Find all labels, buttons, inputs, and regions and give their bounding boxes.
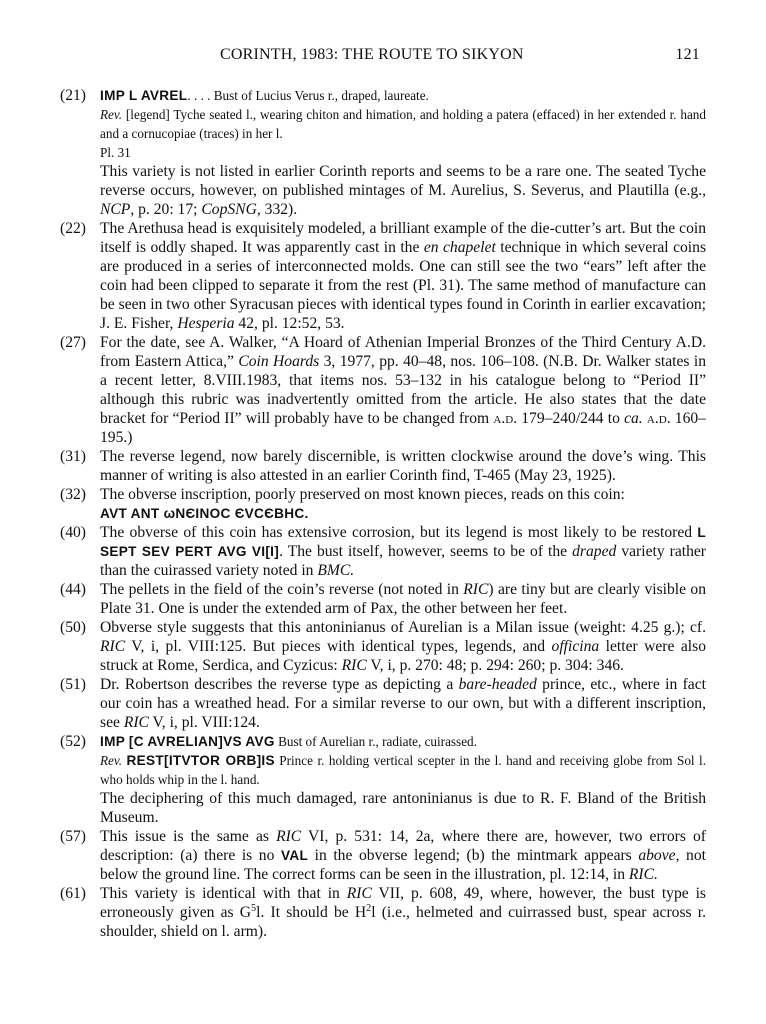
note-body bbox=[100, 219, 706, 333]
text-run: The reverse legend, now barely discernible, is written clockwise around the dove’s wing. This manner of writing is also attested in an earlier Corinth find, T-465 (May 23, 1925). bbox=[100, 448, 706, 484]
note-item bbox=[60, 884, 706, 941]
text-run: The obverse inscription, poorly preserved on most known pieces, reads on this coin: bbox=[100, 486, 625, 503]
note-body bbox=[100, 86, 706, 219]
note-paragraph bbox=[100, 732, 706, 751]
text-run: V, i, pl. VIII:124. bbox=[148, 714, 260, 731]
coin-legend: REST[ITVTOR ORB]IS bbox=[126, 753, 275, 768]
text-run: , not below the ground line. The correct forms can be seen in the illustration, pl. 12:14, in bbox=[100, 847, 706, 883]
text-run: . . . . Bust of Lucius Verus r., draped, laureate. bbox=[187, 88, 429, 103]
note-paragraph bbox=[100, 447, 706, 485]
running-head bbox=[74, 46, 700, 68]
text-run: V, i, pl. VIII:125. But pieces with identical types, legends, and bbox=[125, 638, 552, 655]
text-run: Coin Hoards bbox=[238, 353, 320, 370]
note-item bbox=[60, 219, 706, 333]
text-run: V, i, p. 270: 48; p. 294: 260; p. 304: 346. bbox=[366, 657, 624, 674]
text-run: a.d. bbox=[493, 410, 518, 427]
text-run: prince, etc., where in fact our coin has a wreathed head. For a similar reverse to our own, but with a different inscription, see bbox=[100, 676, 706, 731]
text-run: letter were also struck at Rome, Serdica, and Cyzicus: bbox=[100, 638, 706, 674]
text-run: NCP bbox=[100, 201, 131, 218]
text-run: ) are tiny but are clearly visible on Plate 31. One is under the extended arm of Pax, the other between her feet. bbox=[100, 581, 706, 617]
note-paragraph bbox=[100, 675, 706, 732]
note-number: (27) bbox=[60, 334, 86, 351]
text-run: . The bust itself, however, seems to be of the bbox=[279, 543, 573, 560]
text-run: bare-headed bbox=[458, 676, 537, 693]
text-run: This variety is not listed in earlier Corinth reports and seems to be a rare one. The seated Tyche reverse occurs, however, on published mintages of M. Aurelius, S. Severus, and Plautilla (e.g., bbox=[100, 163, 706, 199]
text-run: RIC bbox=[100, 638, 126, 655]
text-run: a.d. bbox=[646, 410, 671, 427]
note-number: (32) bbox=[60, 486, 86, 503]
text-run: This variety is identical with that in bbox=[100, 885, 347, 902]
text-run: Rev. bbox=[100, 753, 123, 768]
note-paragraph bbox=[100, 219, 706, 333]
note-number: (21) bbox=[60, 87, 86, 104]
note-number: (22) bbox=[60, 220, 86, 237]
text-run: in the obverse legend; (b) the mintmark appears bbox=[308, 847, 639, 864]
note-paragraph bbox=[100, 86, 706, 105]
text-run: BMC. bbox=[317, 562, 355, 579]
text-run: RIC bbox=[123, 714, 149, 731]
note-item bbox=[60, 333, 706, 447]
note-item bbox=[60, 580, 706, 618]
text-run: draped bbox=[572, 543, 617, 560]
note-number: (44) bbox=[60, 581, 86, 598]
text-run: Rev. bbox=[100, 107, 123, 122]
text-run: above bbox=[638, 847, 676, 864]
note-number: (57) bbox=[60, 828, 86, 845]
note-paragraph bbox=[100, 333, 706, 447]
note-body bbox=[100, 523, 706, 580]
text-run: 179–240/244 to bbox=[517, 410, 625, 427]
note-body bbox=[100, 580, 706, 618]
text-run: The pellets in the field of the coin’s reverse (not noted in bbox=[100, 581, 464, 598]
coin-legend: IMP L AVREL bbox=[100, 88, 188, 103]
text-run: RIC bbox=[346, 885, 372, 902]
text-run: This issue is the same as bbox=[100, 828, 277, 845]
coin-legend: VAL bbox=[280, 848, 309, 863]
running-head-title: CORINTH, 1983: THE ROUTE TO SIKYON bbox=[220, 46, 524, 63]
note-number: (52) bbox=[60, 733, 86, 750]
text-run: Bust of Aurelian r., radiate, cuirassed. bbox=[274, 734, 477, 749]
note-paragraph bbox=[100, 580, 706, 618]
note-item bbox=[60, 523, 706, 580]
text-run: CopSNG bbox=[201, 201, 257, 218]
note-number: (61) bbox=[60, 885, 86, 902]
note-item bbox=[60, 447, 706, 485]
text-run: Prince r. holding vertical scepter in the l. hand and receiving globe from Sol l. who holds whip in the l. hand. bbox=[100, 753, 707, 787]
text-run: RIC. bbox=[628, 866, 658, 883]
text-run: 5 bbox=[251, 902, 257, 914]
note-paragraph bbox=[100, 789, 706, 827]
note-body bbox=[100, 447, 706, 485]
text-run: For the date, see A. Walker, “A Hoard of Athenian Imperial Bronzes of the Third Century A.D. from Eastern Attica,” bbox=[100, 334, 706, 370]
text-run: , p. 20: 17; bbox=[130, 201, 202, 218]
note-paragraph bbox=[100, 618, 706, 675]
text-run: l (i.e., helmeted and cuirrassed bust, spear across r. shoulder, shield on l. arm). bbox=[100, 904, 706, 940]
note-item bbox=[60, 732, 706, 827]
text-run: technique in which several coins are produced in a series of interconnected molds. One can still see the two “ears” left after the coin had been clipped to separate it from the rest (Pl. 31). The same method of manufacture can be seen in two other Syracusan pieces with identical types found in Corinth in earlier excavation; J. E. Fisher, bbox=[100, 239, 707, 332]
note-body bbox=[100, 333, 706, 447]
text-run: 42, pl. 12:52, 53. bbox=[234, 315, 345, 332]
note-paragraph bbox=[100, 143, 706, 162]
text-run: 2 bbox=[366, 902, 372, 914]
note-paragraph bbox=[100, 504, 706, 523]
note-body bbox=[100, 618, 706, 675]
note-item bbox=[60, 827, 706, 884]
text-run: The Arethusa head is exquisitely modeled, a brilliant example of the die-cutter’s art. But the coin itself is oddly shaped. It was apparently cast in the bbox=[100, 220, 706, 256]
coin-legend: IMP [C AVRELIAN]VS AVG bbox=[100, 734, 275, 749]
text-run: RIC bbox=[341, 657, 367, 674]
text-run: VI, p. 531: 14, 2a, where there are, however, two errors of description: (a) there is no bbox=[100, 828, 706, 864]
note-number: (31) bbox=[60, 448, 86, 465]
note-item bbox=[60, 675, 706, 732]
note-body bbox=[100, 827, 706, 884]
text-run: VII, p. 608, 49, where, however, the bust type is erroneously given as G bbox=[100, 885, 706, 921]
coin-legend: AVT ANT ωNЄINOC ЄVCЄBHC. bbox=[100, 506, 309, 521]
text-run: RIC bbox=[463, 581, 489, 598]
text-run: [legend] Tyche seated l., wearing chiton and himation, and holding a patera (effaced) in her extended r. hand and a cornucopiae (traces) in her l. bbox=[100, 107, 706, 141]
note-number: (51) bbox=[60, 676, 86, 693]
note-paragraph bbox=[100, 485, 706, 504]
text-run: The deciphering of this much damaged, rare antoninianus is due to R. F. Bland of the British Museum. bbox=[100, 790, 706, 826]
text-run: ca. bbox=[624, 410, 643, 427]
text-run: l. It should be H bbox=[256, 904, 367, 921]
note-number: (50) bbox=[60, 619, 86, 636]
note-item bbox=[60, 86, 706, 219]
text-run: variety rather than the cuirassed variety noted in bbox=[100, 543, 706, 579]
text-run: officina bbox=[551, 638, 600, 655]
text-run: en chapelet bbox=[423, 239, 496, 256]
note-paragraph bbox=[100, 162, 706, 219]
text-run: RIC bbox=[276, 828, 302, 845]
text-run: Dr. Robertson describes the reverse type as depicting a bbox=[100, 676, 459, 693]
page-number: 121 bbox=[675, 46, 700, 63]
text-run: 3, 1977, pp. 40–48, nos. 106–108. (N.B. Dr. Walker states in a recent letter, 8.VIII.1983, that items nos. 53–132 in his catalogue belong to “Period II” although this rubric was inadvertently omitted from the article. He also states that the date bracket for “Period II” will probably have to be changed from bbox=[100, 353, 707, 427]
note-paragraph bbox=[100, 827, 706, 884]
note-paragraph bbox=[100, 751, 706, 789]
note-number: (40) bbox=[60, 524, 86, 541]
text-run: Hesperia bbox=[177, 315, 235, 332]
note-body bbox=[100, 732, 706, 827]
note-item bbox=[60, 618, 706, 675]
note-body bbox=[100, 884, 706, 941]
notes-list bbox=[60, 86, 706, 941]
text-run: Pl. 31 bbox=[100, 145, 131, 160]
note-body bbox=[100, 485, 706, 523]
text-run: Obverse style suggests that this antoninianus of Aurelian is a Milan issue (weight: 4.25 g.); cf. bbox=[100, 619, 706, 636]
note-item bbox=[60, 485, 706, 523]
text-run: The obverse of this coin has extensive corrosion, but its legend is most likely to be restored bbox=[100, 524, 698, 541]
text-run: 160–195.) bbox=[100, 410, 706, 446]
note-paragraph bbox=[100, 523, 706, 580]
text-run: , 332). bbox=[256, 201, 298, 218]
note-paragraph bbox=[100, 105, 706, 143]
note-paragraph bbox=[100, 884, 706, 941]
note-body bbox=[100, 675, 706, 732]
coin-legend: L SEPT SEV PERT AVG VI[I] bbox=[100, 525, 706, 559]
